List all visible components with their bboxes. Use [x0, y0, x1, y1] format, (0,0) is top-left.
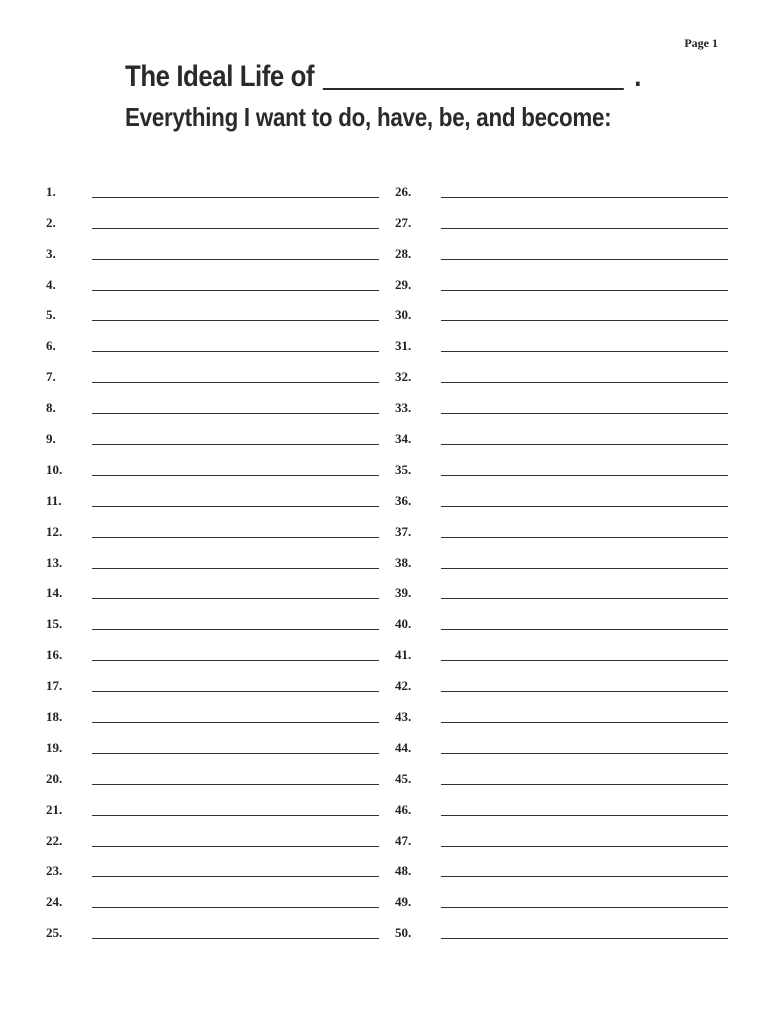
- list-item: [395, 911, 728, 942]
- item-write-line[interactable]: [92, 721, 379, 723]
- item-number: 13.: [46, 554, 63, 570]
- item-number: 27.: [395, 214, 412, 230]
- list-item: [395, 664, 728, 695]
- item-write-line[interactable]: [92, 597, 379, 599]
- title-prefix: The Ideal Life of: [125, 60, 315, 93]
- item-write-line[interactable]: [92, 752, 379, 754]
- item-write-line[interactable]: [92, 381, 379, 383]
- item-number: 31.: [395, 338, 412, 354]
- item-number: 47.: [395, 832, 412, 848]
- list-item: [395, 201, 728, 232]
- list-item: [395, 541, 728, 572]
- item-write-line[interactable]: [441, 505, 728, 507]
- item-number: 29.: [395, 276, 412, 292]
- item-number: 45.: [395, 770, 412, 786]
- item-write-line[interactable]: [92, 258, 379, 260]
- item-number: 24.: [46, 894, 63, 910]
- item-number: 12.: [46, 523, 63, 539]
- item-number: 30.: [395, 307, 412, 323]
- page-subtitle: Everything I want to do, have, be, and become:: [125, 102, 612, 132]
- list-item: [395, 788, 728, 819]
- item-number: 21.: [46, 801, 63, 817]
- item-write-line[interactable]: [92, 536, 379, 538]
- item-write-line[interactable]: [92, 814, 379, 816]
- item-write-line[interactable]: [92, 505, 379, 507]
- list-item: [46, 726, 379, 757]
- item-write-line[interactable]: [441, 227, 728, 229]
- list-item: [395, 850, 728, 881]
- item-number: 42.: [395, 678, 412, 694]
- item-write-line[interactable]: [441, 443, 728, 445]
- item-write-line[interactable]: [441, 721, 728, 723]
- item-number: 19.: [46, 739, 63, 755]
- item-number: 2.: [46, 214, 56, 230]
- list-item: [395, 572, 728, 603]
- item-number: 37.: [395, 523, 412, 539]
- title-name-blank[interactable]: [323, 62, 624, 90]
- item-number: 20.: [46, 770, 63, 786]
- item-number: 5.: [46, 307, 56, 323]
- page-title: [125, 58, 641, 96]
- item-number: 36.: [395, 492, 412, 508]
- list-item: [46, 695, 379, 726]
- item-number: 32.: [395, 369, 412, 385]
- item-number: 33.: [395, 400, 412, 416]
- item-number: 25.: [46, 925, 63, 941]
- list-item: [395, 232, 728, 263]
- item-write-line[interactable]: [441, 536, 728, 538]
- item-write-line[interactable]: [441, 567, 728, 569]
- item-write-line[interactable]: [441, 814, 728, 816]
- item-number: 6.: [46, 338, 56, 354]
- list-item: [395, 417, 728, 448]
- right-list-column: [395, 170, 728, 942]
- item-write-line[interactable]: [441, 381, 728, 383]
- item-write-line[interactable]: [441, 319, 728, 321]
- list-item: [46, 850, 379, 881]
- item-write-line[interactable]: [441, 628, 728, 630]
- item-number: 14.: [46, 585, 63, 601]
- list-item: [46, 911, 379, 942]
- title-suffix: .: [634, 60, 641, 93]
- item-number: 18.: [46, 709, 63, 725]
- list-item: [46, 788, 379, 819]
- item-number: 43.: [395, 709, 412, 725]
- item-write-line[interactable]: [441, 258, 728, 260]
- title-block: [125, 58, 725, 134]
- item-write-line[interactable]: [92, 567, 379, 569]
- item-write-line[interactable]: [441, 937, 728, 939]
- item-write-line[interactable]: [441, 289, 728, 291]
- item-number: 17.: [46, 678, 63, 694]
- item-write-line[interactable]: [441, 350, 728, 352]
- list-item: [395, 170, 728, 201]
- item-write-line[interactable]: [441, 474, 728, 476]
- item-write-line[interactable]: [441, 597, 728, 599]
- list-item: [46, 819, 379, 850]
- item-write-line[interactable]: [441, 659, 728, 661]
- list-item: [46, 633, 379, 664]
- list-item: [46, 263, 379, 294]
- item-number: 46.: [395, 801, 412, 817]
- list-item: [46, 170, 379, 201]
- item-number: 3.: [46, 245, 56, 261]
- list-item: [46, 572, 379, 603]
- item-write-line[interactable]: [441, 783, 728, 785]
- list-item: [395, 880, 728, 911]
- list-item: [46, 355, 379, 386]
- item-write-line[interactable]: [92, 412, 379, 414]
- item-write-line[interactable]: [92, 690, 379, 692]
- list-item: [395, 695, 728, 726]
- item-write-line[interactable]: [92, 628, 379, 630]
- item-number: 38.: [395, 554, 412, 570]
- list-item: [395, 602, 728, 633]
- item-write-line[interactable]: [92, 319, 379, 321]
- item-number: 16.: [46, 647, 63, 663]
- item-number: 4.: [46, 276, 56, 292]
- list-item: [395, 386, 728, 417]
- item-number: 48.: [395, 863, 412, 879]
- list-item: [46, 201, 379, 232]
- item-write-line[interactable]: [441, 412, 728, 414]
- item-number: 23.: [46, 863, 63, 879]
- list-item: [46, 602, 379, 633]
- list-item: [395, 355, 728, 386]
- list-item: [395, 479, 728, 510]
- list-item: [46, 664, 379, 695]
- list-item: [46, 880, 379, 911]
- list-item: [46, 448, 379, 479]
- page-number: Page 1: [684, 36, 718, 50]
- list-item: [46, 479, 379, 510]
- list-item: [46, 541, 379, 572]
- item-write-line[interactable]: [92, 783, 379, 785]
- list-item: [395, 726, 728, 757]
- item-write-line[interactable]: [92, 196, 379, 198]
- list-item: [395, 448, 728, 479]
- list-item: [395, 633, 728, 664]
- item-write-line[interactable]: [92, 906, 379, 908]
- item-write-line[interactable]: [441, 875, 728, 877]
- item-number: 1.: [46, 183, 56, 199]
- item-write-line[interactable]: [92, 443, 379, 445]
- item-number: 11.: [46, 492, 62, 508]
- item-number: 35.: [395, 461, 412, 477]
- item-write-line[interactable]: [92, 289, 379, 291]
- list-item: [46, 757, 379, 788]
- item-number: 8.: [46, 400, 56, 416]
- item-write-line[interactable]: [92, 227, 379, 229]
- item-number: 15.: [46, 616, 63, 632]
- list-item: [395, 757, 728, 788]
- item-write-line[interactable]: [92, 350, 379, 352]
- list-item: [395, 324, 728, 355]
- item-number: 40.: [395, 616, 412, 632]
- item-write-line[interactable]: [441, 752, 728, 754]
- item-number: 39.: [395, 585, 412, 601]
- item-number: 41.: [395, 647, 412, 663]
- item-write-line[interactable]: [92, 474, 379, 476]
- item-number: 7.: [46, 369, 56, 385]
- list-item: [395, 510, 728, 541]
- item-number: 50.: [395, 925, 412, 941]
- list-item: [46, 324, 379, 355]
- list-item: [46, 386, 379, 417]
- item-write-line[interactable]: [441, 906, 728, 908]
- item-number: 10.: [46, 461, 63, 477]
- item-write-line[interactable]: [441, 690, 728, 692]
- item-number: 26.: [395, 183, 412, 199]
- list-item: [46, 510, 379, 541]
- list-item: [46, 294, 379, 325]
- list-item: [46, 232, 379, 263]
- item-write-line[interactable]: [92, 937, 379, 939]
- list-item: [46, 417, 379, 448]
- left-list-column: [46, 170, 379, 942]
- item-number: 44.: [395, 739, 412, 755]
- item-write-line[interactable]: [92, 659, 379, 661]
- item-number: 49.: [395, 894, 412, 910]
- item-write-line[interactable]: [92, 845, 379, 847]
- item-write-line[interactable]: [441, 845, 728, 847]
- list-item: [395, 819, 728, 850]
- item-write-line[interactable]: [92, 875, 379, 877]
- list-item: [395, 263, 728, 294]
- list-item: [395, 294, 728, 325]
- item-number: 28.: [395, 245, 412, 261]
- item-number: 9.: [46, 431, 56, 447]
- item-number: 34.: [395, 431, 412, 447]
- item-number: 22.: [46, 832, 63, 848]
- item-write-line[interactable]: [441, 196, 728, 198]
